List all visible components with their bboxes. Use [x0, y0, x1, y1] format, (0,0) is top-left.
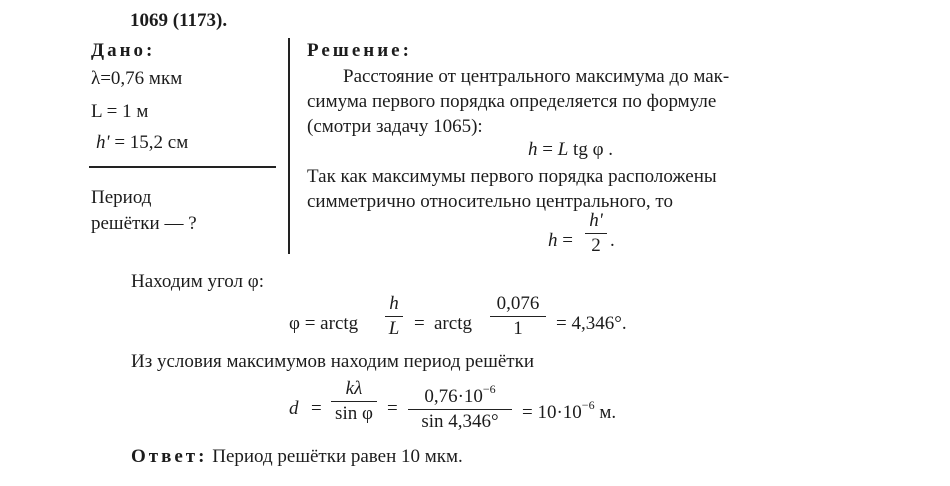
given-divider	[89, 166, 276, 168]
f4-den2: sin 4,346°	[421, 411, 499, 433]
f3-fraction2	[490, 293, 546, 340]
f1-rest: tg φ .	[568, 139, 614, 160]
f4-eq1: =	[311, 398, 322, 419]
f4-num2: 0,76·10	[424, 386, 483, 407]
h-value: = 15,2 см	[109, 132, 189, 153]
f3-bar1	[385, 316, 403, 317]
period-intro: Из условия максимумов находим период решётки	[131, 351, 534, 372]
f2-end: .	[610, 230, 615, 251]
answer-label: Ответ:	[131, 446, 208, 467]
f2-eq: =	[557, 230, 573, 251]
f2-bar	[585, 233, 607, 234]
formula-h-equals-L-tg	[528, 139, 613, 161]
f4-eq3: = 10·10	[522, 402, 582, 423]
given-heading: Дано:	[91, 40, 156, 61]
f3-den1: L	[388, 318, 400, 340]
f4-bar2	[408, 409, 512, 410]
f2-h: h	[548, 230, 558, 251]
f4-eq2: =	[387, 398, 398, 419]
f3-num2: 0,076	[496, 293, 540, 314]
lambda-value: =0,76 мкм	[100, 68, 183, 89]
solution-p1-line2: симума первого порядка определяется по формуле	[307, 91, 717, 112]
f4-unit: м.	[594, 402, 617, 423]
find-line1: Период	[91, 187, 152, 208]
L-symbol: L	[91, 101, 102, 122]
angle-intro: Находим угол φ:	[131, 271, 265, 292]
solution-p1-line1: Расстояние от центрального максимума до мак-	[343, 66, 730, 87]
f1-eq: =	[537, 139, 558, 160]
f4-fraction1	[331, 378, 377, 425]
answer	[131, 446, 463, 468]
f3-phi: φ = arctg	[289, 313, 359, 334]
given-lambda	[91, 68, 182, 90]
solution-p1-line3: (смотри задачу 1065):	[307, 116, 483, 137]
f2-fraction	[585, 210, 607, 257]
f4-num1: kλ	[345, 378, 363, 399]
L-value: = 1 м	[101, 101, 149, 122]
f4-d: d	[289, 398, 299, 419]
problem-number: 1069 (1173).	[130, 10, 228, 31]
f3-den2: 1	[513, 318, 523, 340]
h-symbol: h'	[96, 132, 110, 153]
f3-result: = 4,346°.	[556, 313, 627, 334]
f4-fraction2	[408, 378, 512, 433]
find-line2: решётки — ?	[91, 213, 197, 234]
f1-h: h	[528, 139, 538, 160]
solution-p2-line2: симметрично относительно центрального, то	[307, 191, 673, 212]
f2-num: h'	[589, 210, 603, 231]
f4-num2-wrap	[408, 378, 512, 408]
f3-fraction1	[385, 293, 403, 340]
f3-arctg2: arctg	[434, 313, 472, 334]
solution-heading: Решение:	[307, 40, 412, 61]
f3-bar2	[490, 316, 546, 317]
f1-L: L	[557, 139, 569, 160]
answer-text: Период решётки равен 10 мкм.	[207, 446, 463, 467]
f4-den1: sin φ	[335, 403, 373, 425]
f3-eq: =	[414, 313, 425, 334]
f4-bar1	[331, 401, 377, 402]
formula-h-half-lhs	[548, 230, 573, 252]
vertical-divider	[288, 38, 290, 254]
lambda-symbol: λ	[91, 68, 101, 89]
f3-num1: h	[389, 293, 399, 314]
f4-num2-exp: −6	[482, 382, 496, 396]
f4-result	[522, 398, 616, 424]
f4-eq3-exp: −6	[581, 398, 595, 412]
given-L	[91, 101, 148, 123]
f2-den: 2	[591, 235, 601, 257]
given-h	[96, 132, 188, 154]
solution-p2-line1: Так как максимумы первого порядка расположены	[307, 166, 717, 187]
